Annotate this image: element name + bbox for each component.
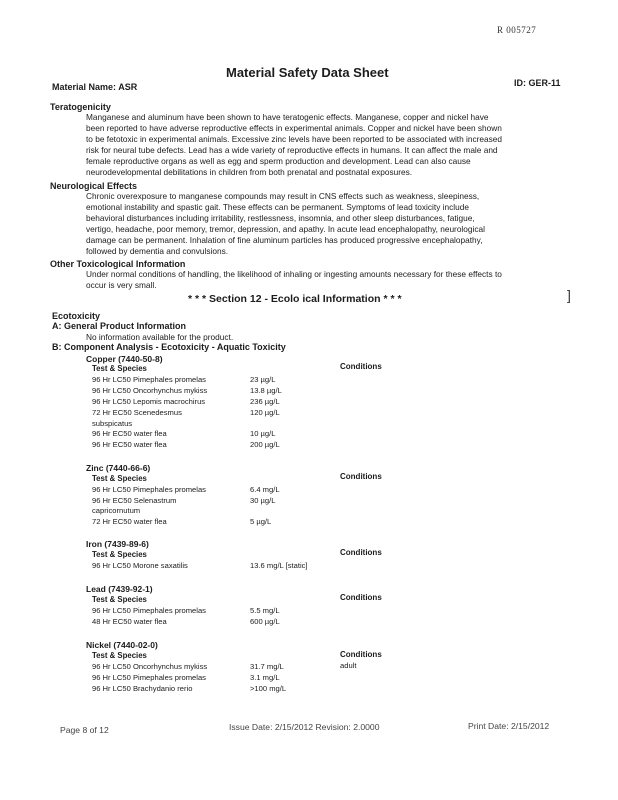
document-title: Material Safety Data Sheet [226,65,389,80]
copper-col-conditions: Conditions [340,362,382,371]
neurological-text [86,191,485,256]
nickel-heading: Nickel (7440-02-0) [86,640,158,650]
teratogenicity-heading: Teratogenicity [50,102,111,112]
iron-row-test: 96 Hr LC50 Morone saxatilis [92,561,188,570]
nickel-row-value: 3.1 mg/L [250,673,280,682]
iron-col-conditions: Conditions [340,548,382,557]
zinc-row-test: capricornutum [92,506,141,515]
margin-bracket: ] [567,287,571,303]
other-tox-heading: Other Toxicological Information [50,259,186,269]
text-line: vertigo, headache, poor memory, tremor, depression, and apathy. In acute lead encephalopathy, neurological [86,223,485,234]
teratogenicity-text [86,112,502,177]
ecotoxicity-heading: Ecotoxicity [52,311,101,321]
text-line: to be fetotoxic in experimental animals. Excessive zinc levels have been reported to be associated with increased [86,133,502,144]
issue-date: Issue Date: 2/15/2012 Revision: 2.0000 [229,722,380,732]
text-line: Manganese and aluminum have been shown to have teratogenic effects. Manganese, copper and nickel have [86,112,489,122]
lead-row-value: 600 µg/L [250,617,280,626]
text-line: occur is very small. [86,279,157,290]
nickel-row-test: 96 Hr LC50 Oncorhynchus mykiss [92,662,208,671]
iron-heading: Iron (7439-89-6) [86,539,149,549]
copper-col-test: Test & Species [92,364,147,373]
lead-row-value: 5.5 mg/L [250,606,280,615]
copper-row-value: 200 µg/L [250,440,280,449]
nickel-col-conditions: Conditions [340,650,382,659]
component-analysis-heading: B: Component Analysis - Ecotoxicity - Aquatic Toxicity [52,342,286,352]
general-product-heading: A: General Product Information [52,321,187,331]
print-date: Print Date: 2/15/2012 [468,721,550,731]
lead-col-conditions: Conditions [340,593,382,602]
iron-row-value: 13.6 mg/L [static] [250,561,308,570]
lead-col-test: Test & Species [92,595,147,604]
zinc-row-test: 96 Hr LC50 Pimephales promelas [92,485,206,494]
zinc-row-value: 30 µg/L [250,496,276,505]
text-line: Chronic overexposure to manganese compounds may result in CNS effects such as weakness, sleepiness, [86,191,480,201]
general-product-text: No information available for the product. [86,332,234,342]
text-line: been reported to have adverse reproductive effects in experimental animals. Copper and nickel have been shown [86,122,502,133]
copper-row-test: 96 Hr LC50 Pimephales promelas [92,375,206,384]
zinc-row-test: 96 Hr EC50 Selenastrum [92,496,177,505]
text-line: followed by dementia and convulsions. [86,245,229,256]
lead-row-test: 48 Hr EC50 water flea [92,617,167,626]
lead-row-test: 96 Hr LC50 Pimephales promelas [92,606,206,615]
copper-row-value: 10 µg/L [250,429,276,438]
text-line: female reproductive organs as well as egg and sperm production and development. Lead can also cause [86,155,471,166]
copper-row-test: 96 Hr EC50 water flea [92,429,167,438]
text-line: Under normal conditions of handling, the likelihood of inhaling or ingesting amounts necessary for these effects to [86,269,502,279]
iron-col-test: Test & Species [92,550,147,559]
nickel-row-condition: adult [340,661,357,670]
zinc-row-value: 5 µg/L [250,517,272,526]
copper-row-value: 120 µg/L [250,408,280,417]
bates-number: R 005727 [497,25,537,35]
nickel-row-test: 96 Hr LC50 Pimephales promelas [92,673,206,682]
copper-row-test: subspicatus [92,419,133,428]
copper-row-test: 96 Hr EC50 water flea [92,440,167,449]
zinc-row-test: 72 Hr EC50 water flea [92,517,167,526]
zinc-heading: Zinc (7440-66-6) [86,463,151,473]
text-line: behavioral disturbances including irritability, restlessness, insomnia, and other sleep disturbances, fatigue, [86,212,475,223]
material-name: Material Name: ASR [52,82,138,92]
copper-row-test: 72 Hr EC50 Scenedesmus [92,408,182,417]
text-line: emotional instability and spastic gait. These effects can be permanent. Symptoms of lead toxicity include [86,201,469,212]
copper-row-value: 13.8 µg/L [250,386,282,395]
lead-heading: Lead (7439-92-1) [86,584,153,594]
zinc-row-value: 6.4 mg/L [250,485,280,494]
nickel-row-value: >100 mg/L [250,684,287,693]
nickel-row-value: 31.7 mg/L [250,662,284,671]
zinc-col-test: Test & Species [92,474,147,483]
other-tox-text [86,269,502,291]
copper-row-test: 96 Hr LC50 Lepomis macrochirus [92,397,206,406]
section-12-title: * * * Section 12 - Ecolo ical Information * * * [188,293,402,305]
copper-heading: Copper (7440-50-8) [86,354,163,364]
copper-row-test: 96 Hr LC50 Oncorhynchus mykiss [92,386,208,395]
text-line: neurodevelopmental debilitations in children from both prenatal and postnatal exposures. [86,166,413,177]
nickel-col-test: Test & Species [92,651,147,660]
zinc-col-conditions: Conditions [340,472,382,481]
text-line: risk for neural tube defects. Lead has a wide variety of reproductive effects in humans. It can affect the male and [86,144,498,155]
page-number: Page 8 of 12 [60,725,109,735]
copper-row-value: 23 µg/L [250,375,276,384]
document-id: ID: GER-11 [514,78,561,88]
neurological-heading: Neurological Effects [50,181,138,191]
copper-row-value: 236 µg/L [250,397,280,406]
text-line: damage can be permanent. Inhalation of fine aluminum particles has produced progressive encephalopathy, [86,234,483,245]
nickel-row-test: 96 Hr LC50 Brachydanio rerio [92,684,193,693]
